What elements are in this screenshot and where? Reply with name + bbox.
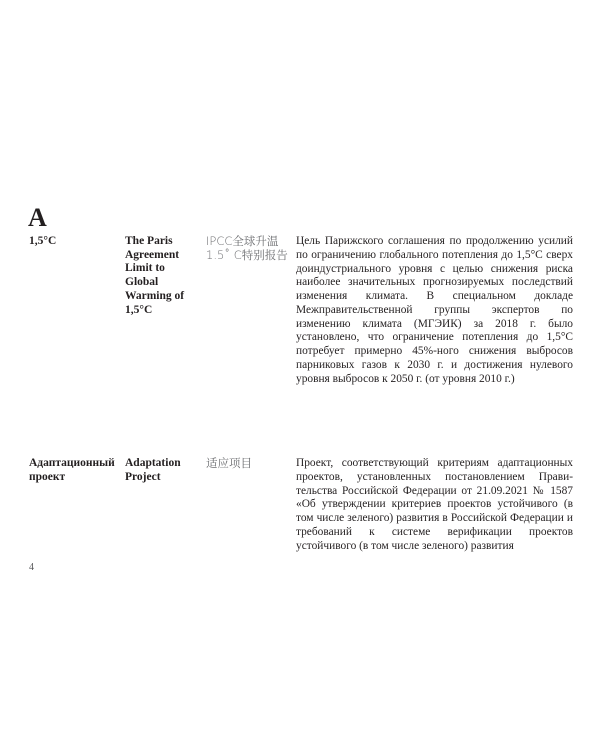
term-chinese [206,235,288,262]
term-chinese-line: 适应项目 [206,456,252,470]
term-chinese [206,457,288,471]
term-definition: Проект, соответствующий критериям адаптационных проектов, установленных постановлением Правительства Российской Федерации от 21.09.2021 № 1587 «Об утверждении критериев проектов устойчивого (в том числе зеленого) развития в Российской Федерации и требований к системе верификации проектов устойчивого (в том числе зеленого) развития [296,457,573,552]
page-number: 4 [29,562,34,573]
term-chinese-line: IPCC全球升温 [206,234,279,248]
term-russian: 1,5°C [29,235,57,247]
term-english: The Paris Agreement Limit to Global Warming of 1,5°C [125,235,185,316]
term-russian: Адаптационный проект [29,457,115,483]
section-letter: A [28,203,47,232]
term-chinese-line: 1.5˚ C特别报告 [206,247,288,262]
term-english: Adaptation Project [125,457,181,483]
term-definition: Цель Парижского соглашения по продолжению усилий по ограничению глобального потепления до 1,5°C сверх доиндустриального уровня с целью снижения риска наиболее значительных прогнозируемых последствий изменения климата. В специальном докладе Межправительственной группы экспертов по изменению климата (МГЭИК) за 2018 г. было установлено, что ограничение потепления до 1,5°C потребует примерно 45%-ного снижения выбросов парниковых газов к 2030 г. и достижения нулевого уровня выбросов к 2050 г. (от уровня 2010 г.) [296,235,573,385]
